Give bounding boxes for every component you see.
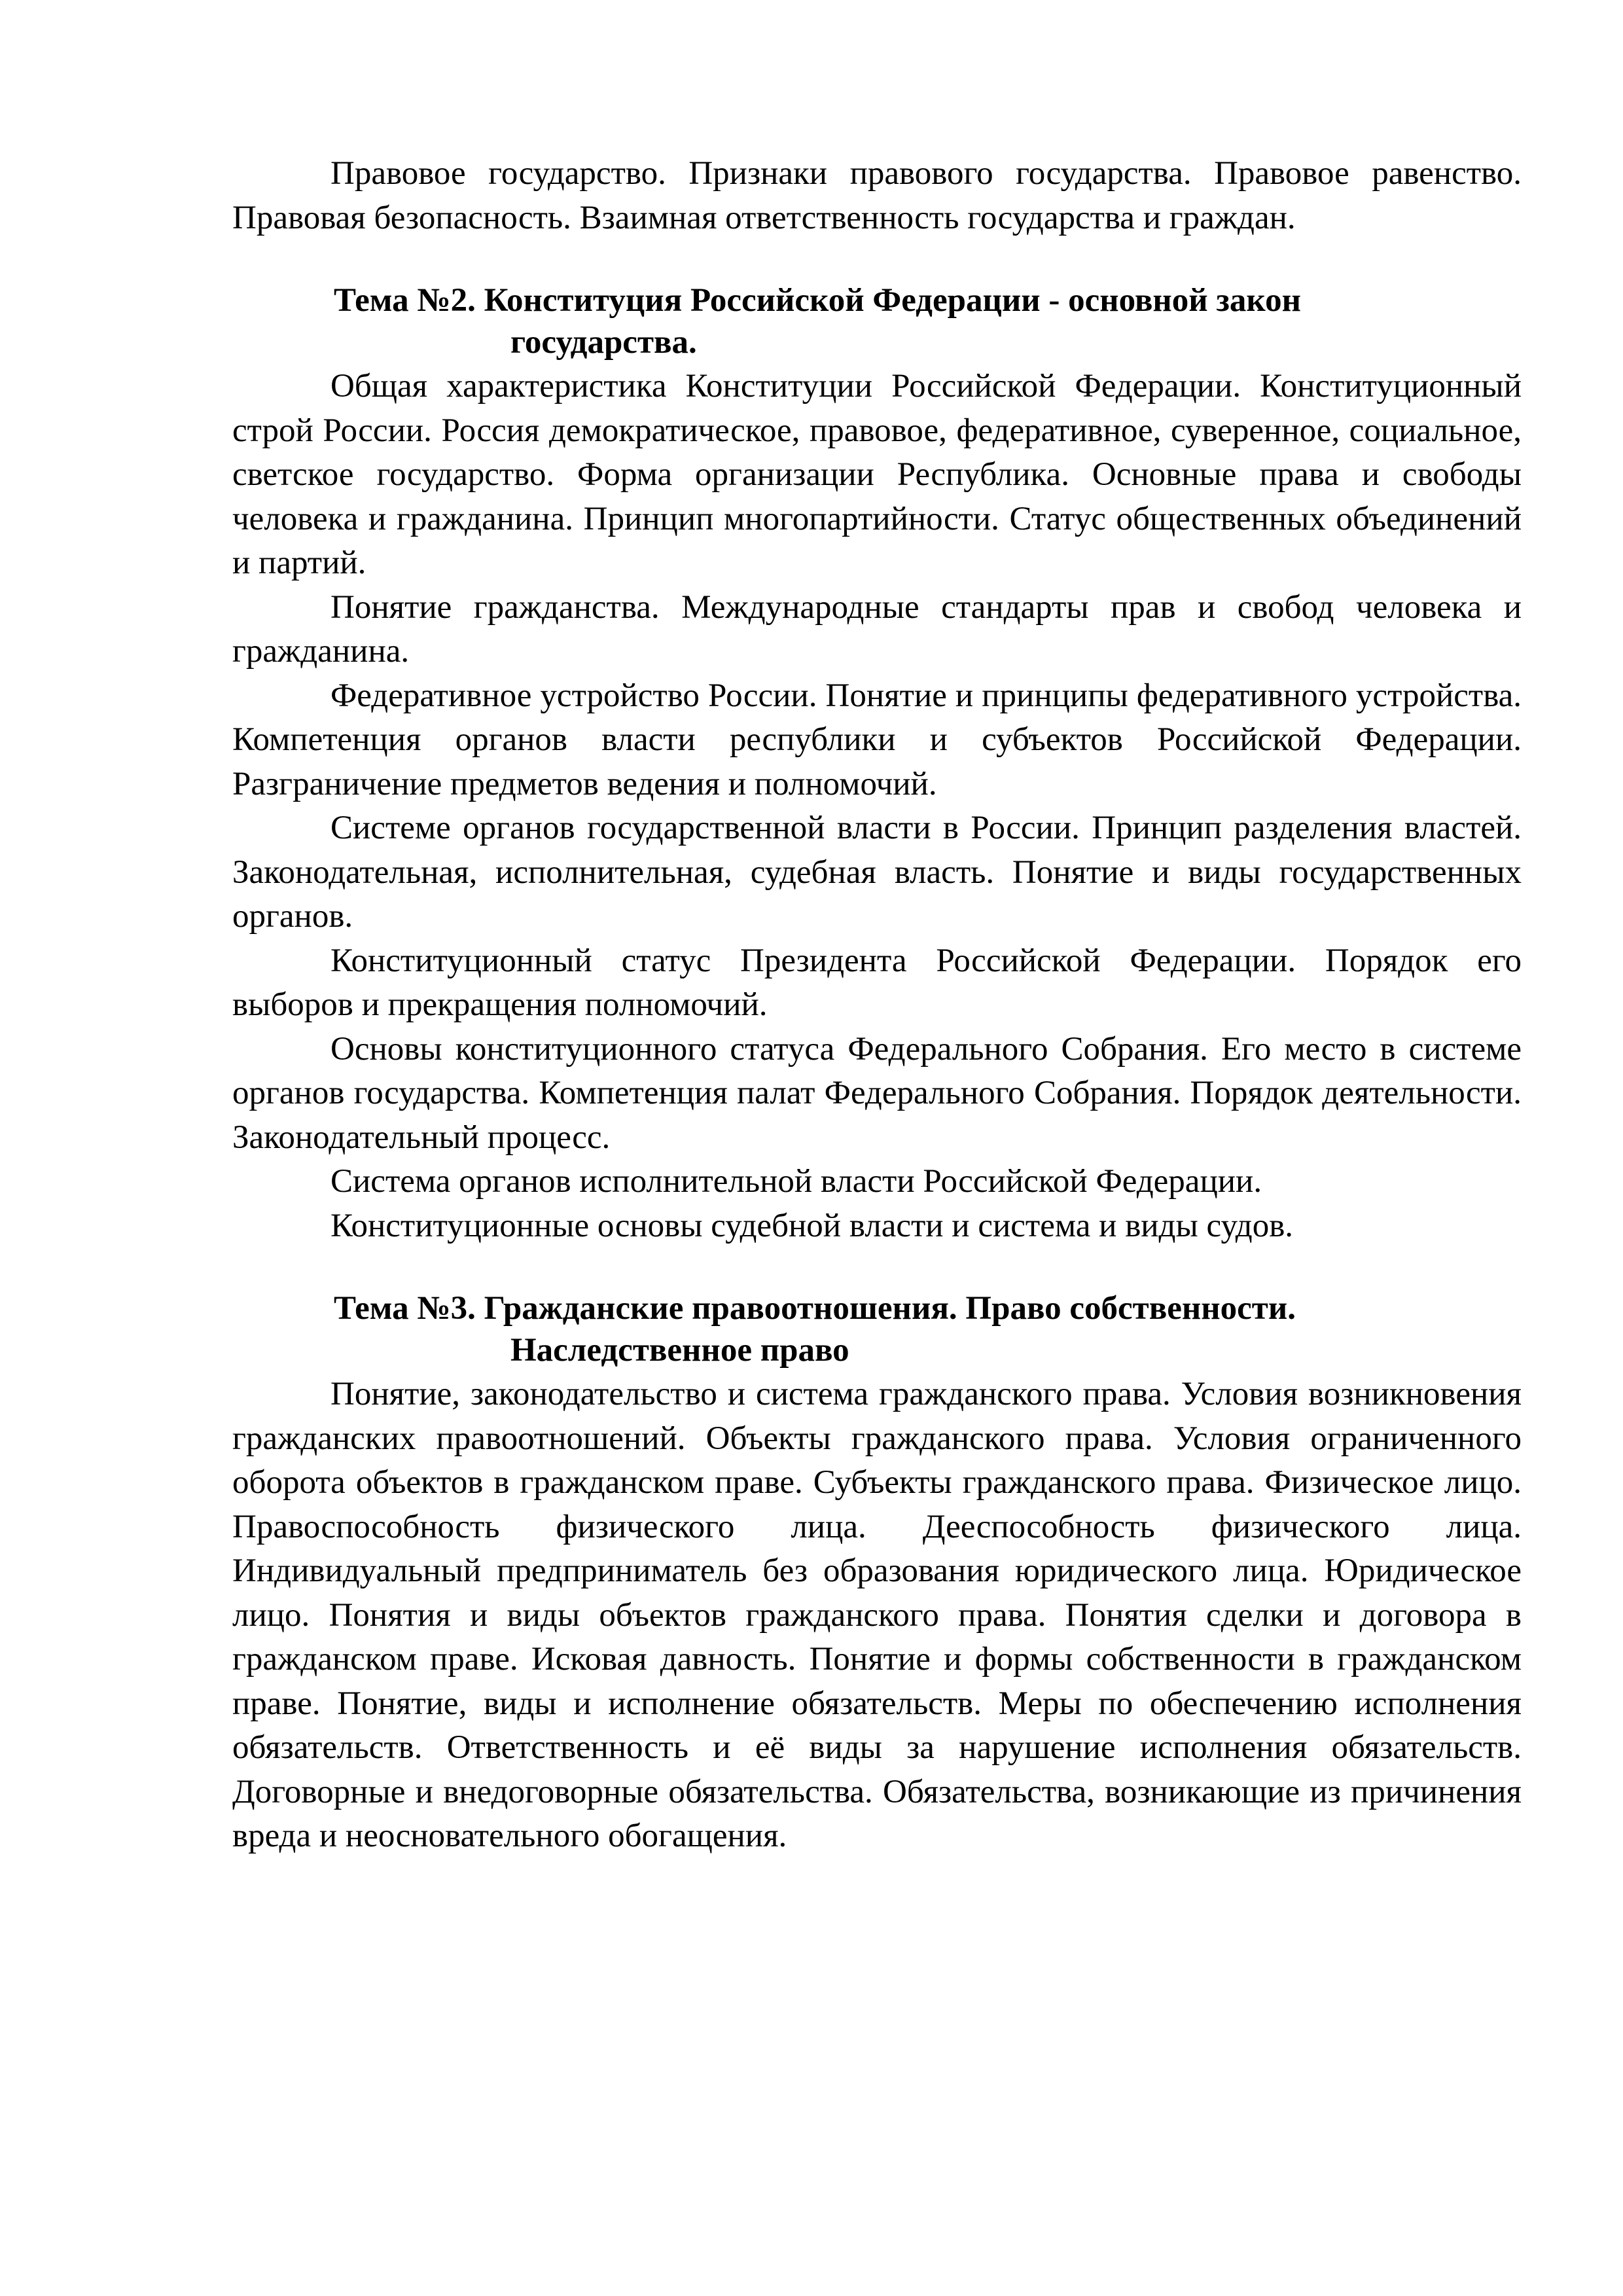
topic3-heading-line2: Наследственное право: [510, 1332, 849, 1369]
document-page: [232, 152, 1522, 1859]
topic3-heading: [232, 1287, 1522, 1371]
topic2-paragraph: Системе органов государственной власти в России. Принцип разделения властей. Законодательная, исполнительная, судебная власть. Понятие и виды государственных органов.: [232, 810, 1522, 935]
topic2-heading: [232, 279, 1522, 363]
topic2-paragraph: Федеративное устройство России. Понятие и принципы федеративного устройства. Компетенция органов власти республики и субъектов Российской Федерации. Разграничение предметов ведения и полномочий.: [232, 677, 1522, 802]
topic2-paragraph: Общая характеристика Конституции Российской Федерации. Конституционный строй России. Россия демократическое, правовое, федеративное, суверенное, социальное, светское государство. Форма организации Республика. Основные права и свободы человека и гражданина. Принцип многопартийности. Статус общественных объединений и партий.: [232, 368, 1522, 581]
topic3-heading-line1: Тема №3. Гражданские правоотношения. Право собственности.: [334, 1290, 1296, 1327]
spacer: [232, 1248, 1522, 1287]
topic2-paragraph: Конституционные основы судебной власти и система и виды судов.: [330, 1207, 1294, 1244]
topic2-paragraph: Основы конституционного статуса Федерального Собрания. Его место в системе органов государства. Компетенция палат Федерального Собрания. Порядок деятельности. Законодательный процесс.: [232, 1030, 1522, 1156]
intro-paragraph: Правовое государство. Признаки правового государства. Правовое равенство. Правовая безопасность. Взаимная ответственность государства и граждан.: [232, 155, 1522, 236]
topic2-heading-line2: государства.: [510, 324, 697, 361]
topic2-paragraph: Понятие гражданства. Международные стандарты прав и свобод человека и гражданина.: [232, 588, 1522, 670]
topic2-paragraph: Конституционный статус Президента Российской Федерации. Порядок его выборов и прекращения полномочий.: [232, 942, 1522, 1023]
topic2-heading-line1: Тема №2. Конституция Российской Федерации - основной закон: [334, 282, 1302, 319]
spacer: [232, 240, 1522, 279]
topic2-paragraph: Система органов исполнительной власти Российской Федерации.: [330, 1163, 1262, 1200]
topic3-paragraph: Понятие, законодательство и система гражданского права. Условия возникновения гражданских правоотношений. Объекты гражданского права. Условия ограниченного оборота объектов в гражданском праве. Субъекты гражданского права. Физическое лицо. Правоспособность физического лица. Дееспособность физического лица. Индивидуальный предприниматель без образования юридического лица. Юридическое лицо. Понятия и виды объектов гражданского права. Понятия сделки и договора в гражданском праве. Исковая давность. Понятие и формы собственности в гражданском праве. Понятие, виды и исполнение обязательств. Меры по обеспечению исполнения обязательств. Ответственность и её виды за нарушение исполнения обязательств. Договорные и внедоговорные обязательства. Обязательства, возникающие из причинения вреда и неосновательного обогащения.: [232, 1376, 1522, 1854]
